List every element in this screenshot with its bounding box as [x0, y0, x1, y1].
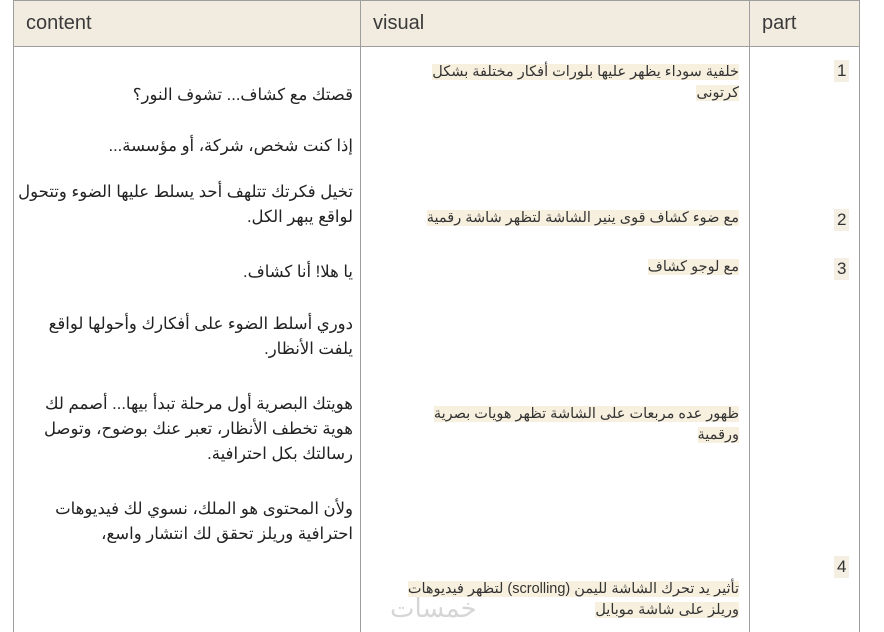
header-bottom-border	[13, 46, 860, 47]
visual-text-3: مع لوجو كشاف	[647, 259, 739, 275]
content-line-5: دوري أسلط الضوء على أفكارك وأحولها لواقع يلفت الأنظار.	[48, 315, 353, 358]
content-line-7: ولأن المحتوى هو الملك، نسوي لك فيديوهات احترافية وريلز تحقق لك انتشار واسع،	[55, 500, 353, 543]
content-line-4: يا هلا! أنا كشاف.	[243, 263, 353, 281]
part-number-3: 3	[834, 258, 849, 280]
column-divider-1	[360, 0, 361, 632]
visual-text-2: مع ضوء كشاف قوى ينير الشاشة لتظهر شاشة رقمية	[426, 210, 739, 226]
header-visual-label: visual	[373, 12, 425, 34]
header-content-label: content	[26, 12, 92, 34]
part-number-1: 1	[834, 60, 849, 82]
visual-text-4: ظهور عده مربعات على الشاشة تظهر هويات بصرية ورقمية	[433, 406, 739, 443]
content-line-1: قصتك مع كشاف... تشوف النور؟	[132, 86, 353, 104]
script-table	[13, 0, 860, 632]
header-part-label: part	[762, 12, 797, 34]
table-top-border	[13, 0, 860, 1]
content-line-2: إذا كنت شخص، شركة، أو مؤسسة...	[108, 137, 353, 155]
column-divider-2	[749, 0, 750, 632]
visual-cell-3	[395, 257, 739, 278]
content-line-3: تخيل فكرتك تتلهف أحد يسلط عليها الضوء وتتحول لواقع يبهر الكل.	[18, 183, 353, 226]
content-line-6: هويتك البصرية أول مرحلة تبدأ بيها... أصمم لك هوية تخطف الأنظار، تعبر عنك بوضوح، وتوصل رسالتك بكل احترافية.	[43, 395, 353, 463]
header-part	[750, 1, 859, 46]
visual-cell-4	[395, 404, 739, 446]
visual-cell-2	[395, 208, 739, 229]
visual-text-5: تأثير يد تحرك الشاشة لليمن (scrolling) لتظهر فيديوهات وريلز على شاشة موبايل	[407, 581, 739, 618]
visual-text-1: خلفية سوداء يظهر عليها بلورات أفكار مختلفة بشكل كرتونى	[432, 64, 739, 101]
part-number-4: 4	[834, 556, 849, 578]
watermark: خمسات	[390, 594, 477, 624]
header-content	[14, 1, 360, 46]
visual-cell-1	[395, 62, 739, 104]
part-number-2: 2	[834, 209, 849, 231]
header-visual	[361, 1, 749, 46]
table-right-border	[859, 0, 860, 632]
